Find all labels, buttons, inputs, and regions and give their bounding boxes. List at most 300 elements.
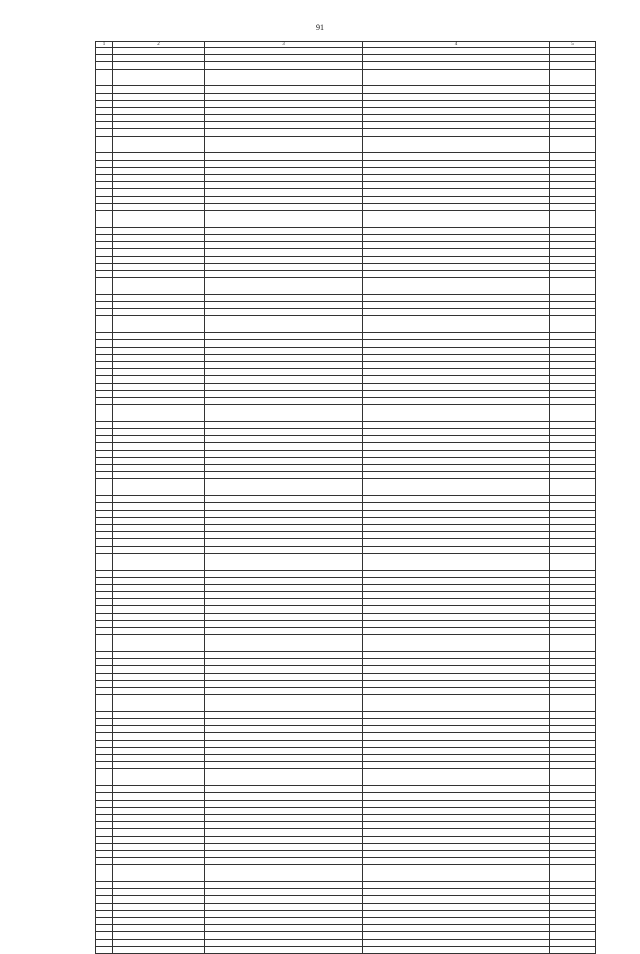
table-cell	[205, 340, 363, 347]
table-cell	[363, 896, 550, 903]
table-cell	[550, 294, 596, 301]
table-cell	[363, 882, 550, 889]
table-cell	[550, 918, 596, 925]
table-cell	[96, 249, 113, 256]
table-row	[96, 553, 596, 570]
table-row	[96, 814, 596, 821]
table-cell	[96, 822, 113, 829]
table-cell	[113, 606, 205, 613]
table-cell	[113, 822, 205, 829]
table-cell	[205, 570, 363, 577]
table-cell	[205, 457, 363, 464]
table-cell	[113, 532, 205, 539]
table-row	[96, 383, 596, 390]
table-cell	[96, 263, 113, 270]
table-row	[96, 613, 596, 620]
table-cell	[205, 160, 363, 167]
table-cell	[363, 263, 550, 270]
table-cell	[96, 210, 113, 227]
table-cell	[363, 62, 550, 69]
table-cell	[96, 443, 113, 450]
table-cell	[550, 376, 596, 383]
table-cell	[550, 405, 596, 422]
table-cell	[96, 309, 113, 316]
table-cell	[363, 546, 550, 553]
table-cell	[363, 865, 550, 882]
table-cell	[363, 687, 550, 694]
table-cell	[205, 270, 363, 277]
table-cell	[205, 577, 363, 584]
table-row	[96, 651, 596, 658]
table-cell	[96, 182, 113, 189]
table-cell	[363, 584, 550, 591]
table-cell	[205, 182, 363, 189]
table-row	[96, 86, 596, 93]
table-cell	[363, 786, 550, 793]
table-cell	[550, 747, 596, 754]
table-cell	[96, 719, 113, 726]
table-cell	[550, 160, 596, 167]
table-cell	[113, 711, 205, 718]
table-cell	[113, 69, 205, 86]
table-cell	[113, 903, 205, 910]
table-cell	[96, 160, 113, 167]
table-cell	[96, 465, 113, 472]
table-row	[96, 865, 596, 882]
table-cell	[205, 769, 363, 786]
table-row	[96, 182, 596, 189]
table-cell	[113, 234, 205, 241]
table-cell	[96, 570, 113, 577]
table-cell	[113, 517, 205, 524]
table-row	[96, 249, 596, 256]
table-row	[96, 196, 596, 203]
table-cell	[96, 153, 113, 160]
table-cell	[550, 196, 596, 203]
table-cell	[96, 333, 113, 340]
table-row	[96, 592, 596, 599]
table-cell	[363, 316, 550, 333]
table-cell	[550, 429, 596, 436]
table-cell	[205, 210, 363, 227]
table-cell	[363, 635, 550, 652]
table-cell	[550, 333, 596, 340]
table-cell	[363, 673, 550, 680]
table-cell	[550, 479, 596, 496]
table-cell	[113, 278, 205, 295]
table-row	[96, 843, 596, 850]
table-cell	[113, 496, 205, 503]
table-cell	[96, 510, 113, 517]
table-cell	[363, 369, 550, 376]
table-cell	[96, 865, 113, 882]
table-cell	[363, 592, 550, 599]
table-cell	[96, 539, 113, 546]
table-cell	[205, 62, 363, 69]
table-cell	[113, 882, 205, 889]
table-cell	[550, 340, 596, 347]
table-cell	[363, 524, 550, 531]
table-cell	[363, 496, 550, 503]
table-cell	[550, 450, 596, 457]
table-cell	[363, 405, 550, 422]
table-cell	[205, 294, 363, 301]
table-cell	[113, 443, 205, 450]
table-cell	[96, 620, 113, 627]
table-cell	[113, 450, 205, 457]
table-cell	[113, 673, 205, 680]
table-cell	[205, 800, 363, 807]
table-cell	[205, 347, 363, 354]
table-cell	[113, 553, 205, 570]
table-cell	[96, 227, 113, 234]
table-cell	[205, 620, 363, 627]
table-cell	[205, 733, 363, 740]
table-cell	[96, 532, 113, 539]
table-cell	[363, 793, 550, 800]
table-cell	[96, 807, 113, 814]
table-cell	[205, 814, 363, 821]
table-cell	[363, 100, 550, 107]
table-cell	[550, 592, 596, 599]
table-cell	[363, 740, 550, 747]
table-cell	[363, 711, 550, 718]
table-cell	[550, 553, 596, 570]
table-cell	[550, 421, 596, 428]
table-cell	[363, 479, 550, 496]
table-row	[96, 100, 596, 107]
table-cell	[96, 340, 113, 347]
table-cell	[363, 510, 550, 517]
table-cell	[113, 733, 205, 740]
table-cell	[205, 726, 363, 733]
table-cell	[550, 687, 596, 694]
table-cell	[363, 651, 550, 658]
table-cell	[205, 129, 363, 136]
table-cell	[550, 203, 596, 210]
table-cell	[363, 599, 550, 606]
table-cell	[363, 719, 550, 726]
table-cell	[363, 347, 550, 354]
table-row	[96, 129, 596, 136]
table-cell	[205, 479, 363, 496]
table-cell	[96, 659, 113, 666]
table-row	[96, 210, 596, 227]
table-cell	[205, 100, 363, 107]
table-row	[96, 606, 596, 613]
table-cell	[96, 577, 113, 584]
table-cell	[205, 69, 363, 86]
table-row	[96, 405, 596, 422]
table-cell	[113, 769, 205, 786]
table-cell	[363, 620, 550, 627]
table-cell	[363, 333, 550, 340]
table-cell	[550, 182, 596, 189]
table-cell	[550, 309, 596, 316]
table-cell	[363, 383, 550, 390]
table-cell	[96, 896, 113, 903]
table-cell	[205, 946, 363, 953]
table-cell	[205, 635, 363, 652]
table-cell	[205, 628, 363, 635]
table-cell	[96, 376, 113, 383]
table-cell	[113, 570, 205, 577]
table-cell	[363, 532, 550, 539]
table-cell	[205, 472, 363, 479]
table-cell	[205, 858, 363, 865]
table-row	[96, 472, 596, 479]
table-cell	[205, 939, 363, 946]
table-cell	[205, 196, 363, 203]
table-cell	[363, 227, 550, 234]
table-cell	[363, 122, 550, 129]
table-cell	[205, 354, 363, 361]
table-cell	[205, 421, 363, 428]
table-row	[96, 302, 596, 309]
table-cell	[113, 340, 205, 347]
table-cell	[205, 843, 363, 850]
table-cell	[96, 584, 113, 591]
registry-body	[96, 48, 596, 954]
table-cell	[113, 613, 205, 620]
table-row	[96, 769, 596, 786]
table-cell	[205, 48, 363, 55]
table-cell	[113, 850, 205, 857]
table-row	[96, 762, 596, 769]
table-cell	[550, 546, 596, 553]
table-cell	[96, 203, 113, 210]
table-cell	[96, 107, 113, 114]
table-cell	[550, 577, 596, 584]
table-cell	[96, 946, 113, 953]
table-cell	[96, 858, 113, 865]
table-row	[96, 278, 596, 295]
table-cell	[363, 278, 550, 295]
table-cell	[205, 107, 363, 114]
table-cell	[363, 836, 550, 843]
table-cell	[113, 182, 205, 189]
table-row	[96, 822, 596, 829]
table-cell	[113, 196, 205, 203]
table-cell	[550, 129, 596, 136]
table-cell	[96, 673, 113, 680]
table-cell	[363, 160, 550, 167]
table-cell	[205, 309, 363, 316]
table-cell	[205, 517, 363, 524]
table-cell	[113, 316, 205, 333]
table-cell	[550, 465, 596, 472]
table-cell	[113, 829, 205, 836]
table-row	[96, 925, 596, 932]
table-cell	[113, 577, 205, 584]
table-cell	[113, 939, 205, 946]
table-cell	[113, 628, 205, 635]
table-cell	[550, 510, 596, 517]
table-cell	[363, 755, 550, 762]
table-cell	[363, 613, 550, 620]
table-cell	[550, 896, 596, 903]
table-row	[96, 532, 596, 539]
table-cell	[550, 354, 596, 361]
table-cell	[550, 115, 596, 122]
table-row	[96, 584, 596, 591]
column-header: 3	[205, 42, 363, 48]
table-cell	[550, 850, 596, 857]
table-cell	[363, 429, 550, 436]
table-cell	[205, 316, 363, 333]
table-cell	[113, 256, 205, 263]
table-row	[96, 294, 596, 301]
table-row	[96, 546, 596, 553]
table-cell	[96, 918, 113, 925]
table-cell	[550, 270, 596, 277]
table-cell	[205, 882, 363, 889]
table-cell	[113, 309, 205, 316]
table-cell	[205, 599, 363, 606]
table-cell	[205, 429, 363, 436]
table-cell	[113, 354, 205, 361]
table-cell	[113, 762, 205, 769]
table-cell	[96, 814, 113, 821]
table-cell	[113, 946, 205, 953]
table-cell	[363, 903, 550, 910]
table-cell	[550, 517, 596, 524]
table-row	[96, 436, 596, 443]
table-row	[96, 517, 596, 524]
table-cell	[113, 503, 205, 510]
table-cell	[113, 227, 205, 234]
table-cell	[205, 889, 363, 896]
table-cell	[96, 234, 113, 241]
table-row	[96, 256, 596, 263]
table-row	[96, 136, 596, 153]
table-cell	[96, 800, 113, 807]
table-cell	[96, 397, 113, 404]
table-cell	[205, 175, 363, 182]
table-row	[96, 263, 596, 270]
table-cell	[96, 436, 113, 443]
table-row	[96, 733, 596, 740]
table-cell	[550, 673, 596, 680]
table-cell	[363, 129, 550, 136]
table-cell	[205, 397, 363, 404]
table-cell	[113, 680, 205, 687]
table-cell	[96, 347, 113, 354]
table-cell	[113, 465, 205, 472]
table-cell	[205, 361, 363, 368]
table-cell	[96, 457, 113, 464]
table-cell	[550, 807, 596, 814]
table-cell	[363, 397, 550, 404]
registry-table	[95, 41, 596, 954]
table-cell	[96, 606, 113, 613]
table-cell	[205, 910, 363, 917]
table-cell	[363, 628, 550, 635]
table-cell	[363, 946, 550, 953]
table-cell	[363, 539, 550, 546]
table-cell	[96, 836, 113, 843]
table-cell	[96, 270, 113, 277]
table-cell	[113, 889, 205, 896]
table-cell	[205, 719, 363, 726]
table-cell	[363, 829, 550, 836]
table-cell	[550, 726, 596, 733]
table-cell	[113, 584, 205, 591]
table-row	[96, 390, 596, 397]
table-cell	[96, 242, 113, 249]
table-cell	[205, 546, 363, 553]
table-row	[96, 599, 596, 606]
table-cell	[96, 129, 113, 136]
table-cell	[205, 510, 363, 517]
table-cell	[550, 635, 596, 652]
table-cell	[363, 69, 550, 86]
table-cell	[550, 606, 596, 613]
table-cell	[550, 800, 596, 807]
table-row	[96, 510, 596, 517]
table-cell	[550, 599, 596, 606]
table-row	[96, 361, 596, 368]
table-row	[96, 457, 596, 464]
table-cell	[205, 786, 363, 793]
table-row	[96, 946, 596, 953]
table-cell	[550, 136, 596, 153]
table-cell	[96, 680, 113, 687]
table-cell	[205, 584, 363, 591]
table-cell	[96, 651, 113, 658]
table-cell	[363, 421, 550, 428]
table-cell	[550, 659, 596, 666]
table-cell	[363, 747, 550, 754]
table-cell	[113, 858, 205, 865]
table-row	[96, 479, 596, 496]
table-cell	[96, 517, 113, 524]
table-cell	[205, 465, 363, 472]
table-cell	[363, 918, 550, 925]
table-cell	[113, 546, 205, 553]
table-cell	[113, 539, 205, 546]
table-cell	[113, 129, 205, 136]
table-cell	[363, 270, 550, 277]
table-cell	[550, 383, 596, 390]
table-cell	[363, 86, 550, 93]
table-cell	[550, 234, 596, 241]
table-cell	[205, 553, 363, 570]
table-cell	[550, 175, 596, 182]
table-row	[96, 539, 596, 546]
table-cell	[205, 167, 363, 174]
table-cell	[96, 115, 113, 122]
table-row	[96, 160, 596, 167]
table-cell	[96, 747, 113, 754]
table-row	[96, 175, 596, 182]
table-cell	[550, 628, 596, 635]
table-cell	[113, 175, 205, 182]
table-cell	[363, 294, 550, 301]
table-cell	[205, 680, 363, 687]
table-cell	[96, 167, 113, 174]
table-cell	[205, 203, 363, 210]
table-cell	[113, 659, 205, 666]
table-cell	[113, 369, 205, 376]
table-cell	[205, 55, 363, 62]
table-cell	[113, 122, 205, 129]
table-cell	[550, 769, 596, 786]
table-cell	[113, 294, 205, 301]
table-cell	[205, 836, 363, 843]
table-cell	[550, 503, 596, 510]
table-cell	[363, 340, 550, 347]
